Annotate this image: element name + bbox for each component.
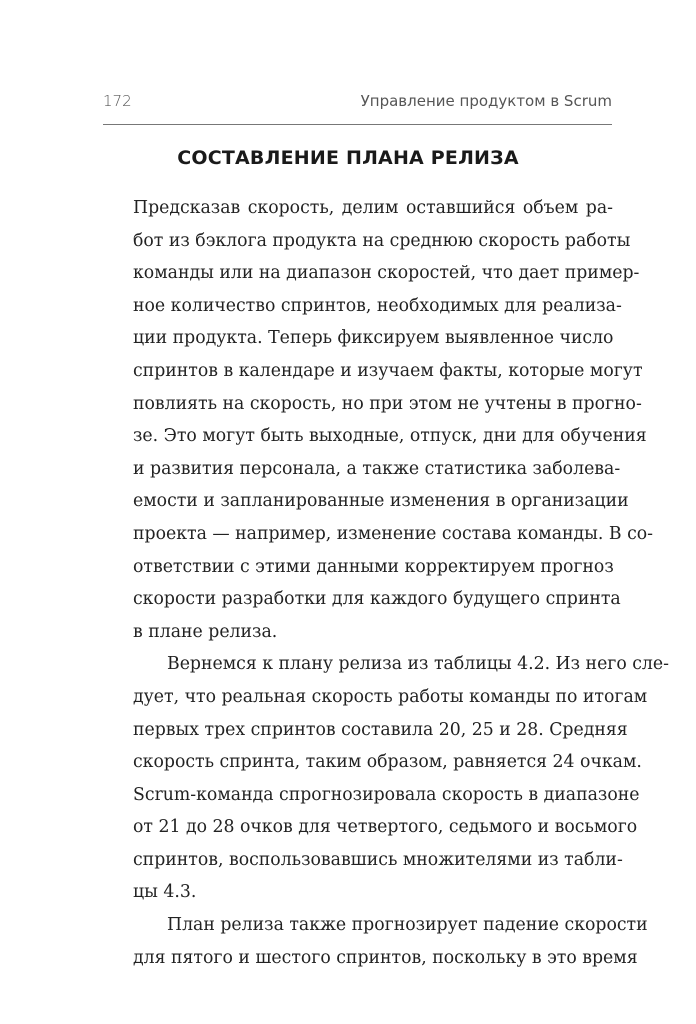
text-line: План релиза также прогнозирует падение скорости bbox=[167, 915, 648, 936]
paragraph bbox=[133, 648, 669, 909]
text-line: и развития персонала, а также статистика заболева- bbox=[133, 458, 621, 479]
text-line: ное количество спринтов, необходимых для реализа- bbox=[133, 295, 622, 316]
text-line: Scrum-команда спрогнозировала скорость в диапазоне bbox=[133, 784, 640, 805]
text-line: скорость спринта, таким образом, равняется 24 очкам. bbox=[133, 752, 642, 773]
text-line: спринтов, воспользовавшись множителями из табли- bbox=[133, 849, 623, 870]
text-line: первых трех спринтов составила 20, 25 и 28. Средняя bbox=[133, 719, 628, 740]
text-line: проекта — например, изменение состава команды. В со- bbox=[133, 523, 654, 544]
paragraph bbox=[133, 192, 654, 648]
running-title: Управление продуктом в Scrum bbox=[360, 92, 612, 110]
text-line: бот из бэклога продукта на среднюю скорость работы bbox=[133, 230, 631, 251]
text-line: для пятого и шестого спринтов, поскольку в это время bbox=[133, 947, 638, 968]
text-line: Вернемся к плану релиза из таблицы 4.2. Из него сле- bbox=[167, 654, 669, 675]
section-title: СОСТАВЛЕНИЕ ПЛАНА РЕЛИЗА bbox=[177, 147, 519, 169]
running-header bbox=[103, 92, 612, 125]
text-line: ответствии с этими данными корректируем прогноз bbox=[133, 556, 614, 577]
text-line: дует, что реальная скорость работы команды по итогам bbox=[133, 686, 648, 707]
text-line: емости и запланированные изменения в организации bbox=[133, 491, 629, 512]
text-line: скорости разработки для каждого будущего спринта bbox=[133, 589, 621, 610]
text-line: Предсказав скорость, делим оставшийся объем ра- bbox=[133, 198, 613, 218]
text-line: повлиять на скорость, но при этом не учтены в прогно- bbox=[133, 393, 642, 414]
paragraph bbox=[133, 909, 648, 974]
text-line: зе. Это могут быть выходные, отпуск, дни для обучения bbox=[133, 426, 647, 447]
text-line: ции продукта. Теперь фиксируем выявленное число bbox=[133, 328, 614, 349]
text-line: спринтов в календаре и изучаем факты, которые могут bbox=[133, 360, 643, 381]
page-number: 172 bbox=[103, 92, 132, 110]
text-line: цы 4.3. bbox=[133, 882, 197, 903]
body-text bbox=[133, 192, 669, 974]
text-line: команды или на диапазон скоростей, что дает пример- bbox=[133, 263, 640, 284]
text-line: в плане релиза. bbox=[133, 621, 278, 642]
text-line: от 21 до 28 очков для четвертого, седьмого и восьмого bbox=[133, 817, 638, 838]
